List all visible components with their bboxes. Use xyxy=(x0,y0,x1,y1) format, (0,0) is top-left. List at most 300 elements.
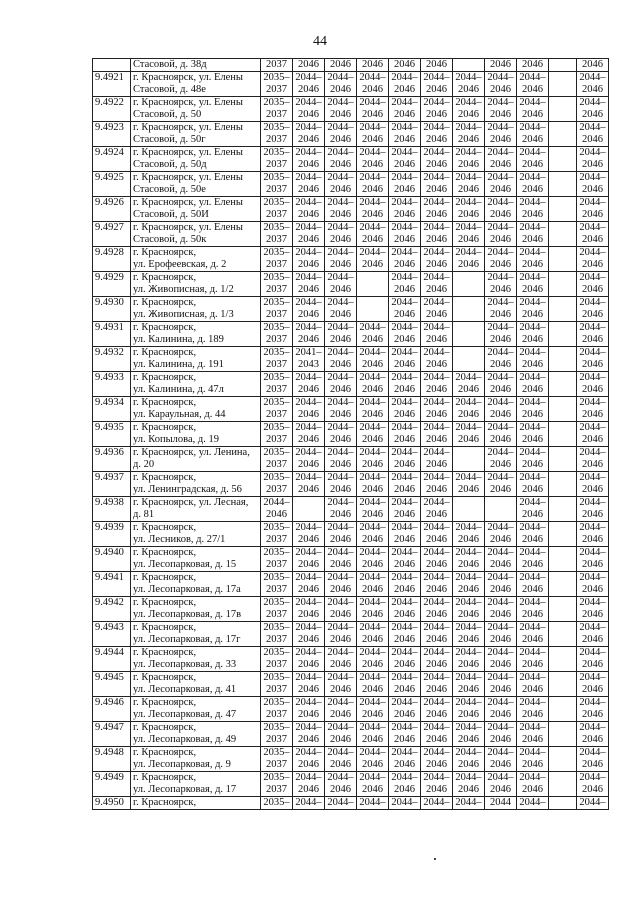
address-cell xyxy=(131,597,261,622)
year-value: 2044– xyxy=(455,622,482,633)
year-value: 2046 xyxy=(426,659,447,670)
year-value: 2046 xyxy=(426,159,447,170)
year-cell xyxy=(357,622,389,647)
year-value: 2044– xyxy=(295,322,322,333)
table-row xyxy=(93,222,609,247)
year-value: 2046 xyxy=(394,784,415,795)
address-line: г. Красноярск, ул. Елены xyxy=(133,147,243,158)
table-row xyxy=(93,522,609,547)
year-value: 2037 xyxy=(266,334,287,345)
address-line: ул. Ерофеевская, д. 2 xyxy=(133,259,227,270)
year-cell xyxy=(577,472,609,497)
year-value: 2046 xyxy=(490,534,511,545)
year-value: 2044– xyxy=(359,472,386,483)
year-value: 2044– xyxy=(391,722,418,733)
year-value: 2046 xyxy=(394,84,415,95)
year-value: 2044– xyxy=(327,347,354,358)
year-cell xyxy=(293,597,325,622)
address-line: ул. Калинина, д. 191 xyxy=(133,359,224,370)
year-cell xyxy=(357,447,389,472)
year-value: 2046 xyxy=(582,559,603,570)
year-value: 2046 xyxy=(394,609,415,620)
table-row xyxy=(93,297,609,322)
year-value: 2046 xyxy=(582,234,603,245)
year-cell xyxy=(325,597,357,622)
year-value: 2044– xyxy=(519,72,546,83)
year-value: 2046 xyxy=(362,684,383,695)
year-value: 2046 xyxy=(362,759,383,770)
year-value: 2044– xyxy=(519,472,546,483)
year-value: 2044– xyxy=(391,322,418,333)
year-value: 2046 xyxy=(266,509,287,520)
row-number: 9.4935 xyxy=(93,422,131,447)
year-value: 2046 xyxy=(582,759,603,770)
year-cell xyxy=(357,272,389,297)
year-value: 2046 xyxy=(330,759,351,770)
year-value: 2044– xyxy=(391,747,418,758)
year-value: 2046 xyxy=(582,534,603,545)
year-value: 2044– xyxy=(359,172,386,183)
year-value: 2044– xyxy=(487,722,514,733)
year-cell xyxy=(389,122,421,147)
year-cell xyxy=(325,697,357,722)
year-cell xyxy=(325,772,357,797)
year-value: 2044– xyxy=(327,497,354,508)
year-value: 2044– xyxy=(359,397,386,408)
year-value: 2046 xyxy=(426,59,447,70)
year-value xyxy=(551,184,574,196)
year-cell xyxy=(421,97,453,122)
year-value: 2046 xyxy=(522,159,543,170)
year-value: 2046 xyxy=(522,509,543,520)
year-value: 2044– xyxy=(519,397,546,408)
year-cell xyxy=(261,59,293,72)
year-value: 2046 xyxy=(522,309,543,320)
year-value: 2046 xyxy=(458,584,479,595)
year-value: 2046 xyxy=(298,584,319,595)
year-value: 2046 xyxy=(298,609,319,620)
year-value: 2046 xyxy=(522,109,543,120)
year-cell xyxy=(517,722,549,747)
year-cell xyxy=(549,97,577,122)
year-cell xyxy=(421,147,453,172)
year-value: 2046 xyxy=(362,434,383,445)
year-cell xyxy=(421,622,453,647)
year-cell xyxy=(421,197,453,222)
year-value xyxy=(455,447,482,459)
year-value: 2037 xyxy=(266,184,287,195)
year-value: 2046 xyxy=(426,434,447,445)
year-value: 2046 xyxy=(330,84,351,95)
year-cell xyxy=(453,722,485,747)
year-cell xyxy=(453,422,485,447)
year-value: 2044– xyxy=(423,147,450,158)
year-cell xyxy=(453,572,485,597)
year-value: 2035– xyxy=(263,72,290,83)
year-cell xyxy=(549,672,577,697)
year-value: 2044– xyxy=(359,322,386,333)
year-value: 2035– xyxy=(263,547,290,558)
year-value xyxy=(551,522,574,534)
address-cell xyxy=(131,372,261,397)
year-value: 2046 xyxy=(298,259,319,270)
year-value: 2044– xyxy=(295,547,322,558)
year-value: 2046 xyxy=(490,709,511,720)
year-value: 2044– xyxy=(579,572,606,583)
year-value xyxy=(551,109,574,121)
address-line: ул. Лесопарковая, д. 15 xyxy=(133,559,237,570)
year-value xyxy=(551,547,574,559)
year-cell xyxy=(549,772,577,797)
year-value xyxy=(551,472,574,484)
year-value: 2046 xyxy=(394,509,415,520)
year-cell xyxy=(261,622,293,647)
year-cell xyxy=(577,59,609,72)
year-cell xyxy=(357,97,389,122)
year-cell xyxy=(293,722,325,747)
year-value: 2046 xyxy=(522,284,543,295)
year-value: 2037 xyxy=(266,609,287,620)
table-row xyxy=(93,422,609,447)
year-value xyxy=(551,159,574,171)
row-number: 9.4939 xyxy=(93,522,131,547)
year-cell xyxy=(261,372,293,397)
year-cell xyxy=(549,72,577,97)
year-cell xyxy=(517,547,549,572)
year-cell xyxy=(421,772,453,797)
year-cell xyxy=(389,59,421,72)
year-value: 2046 xyxy=(522,709,543,720)
year-cell xyxy=(325,97,357,122)
year-value: 2044– xyxy=(295,97,322,108)
year-cell xyxy=(325,372,357,397)
address-cell xyxy=(131,247,261,272)
year-value: 2046 xyxy=(362,709,383,720)
year-cell xyxy=(577,147,609,172)
year-cell xyxy=(421,297,453,322)
year-value: 2046 xyxy=(298,209,319,220)
year-value: 2046 xyxy=(298,659,319,670)
year-value: 2046 xyxy=(394,409,415,420)
year-value: 2044– xyxy=(295,622,322,633)
year-value: 2046 xyxy=(298,634,319,645)
address-cell xyxy=(131,397,261,422)
year-cell xyxy=(357,797,389,810)
year-value: 2044– xyxy=(295,247,322,258)
year-value: 2046 xyxy=(582,359,603,370)
year-cell xyxy=(325,397,357,422)
year-cell xyxy=(389,722,421,747)
year-value: 2044– xyxy=(391,397,418,408)
year-value xyxy=(551,484,574,496)
year-value: 2046 xyxy=(426,209,447,220)
year-value: 2046 xyxy=(458,409,479,420)
year-value: 2044– xyxy=(487,672,514,683)
year-value: 2044– xyxy=(359,372,386,383)
year-value xyxy=(455,284,482,296)
year-value: 2044– xyxy=(327,172,354,183)
address-cell xyxy=(131,197,261,222)
year-value: 2046 xyxy=(362,484,383,495)
year-value: 2037 xyxy=(266,234,287,245)
year-value: 2044– xyxy=(295,197,322,208)
year-cell xyxy=(357,672,389,697)
year-cell xyxy=(517,447,549,472)
year-cell xyxy=(421,272,453,297)
row-number: 9.4932 xyxy=(93,347,131,372)
year-value: 2044– xyxy=(295,672,322,683)
year-value: 2046 xyxy=(582,384,603,395)
table-row xyxy=(93,622,609,647)
year-cell xyxy=(577,97,609,122)
year-cell xyxy=(577,422,609,447)
year-value: 2046 xyxy=(394,184,415,195)
year-value: 2044– xyxy=(579,772,606,783)
year-cell xyxy=(421,672,453,697)
year-value: 2044– xyxy=(359,572,386,583)
year-cell xyxy=(577,697,609,722)
year-value: 2035– xyxy=(263,797,290,808)
year-value: 2044– xyxy=(519,147,546,158)
year-value: 2046 xyxy=(458,159,479,170)
year-cell xyxy=(517,472,549,497)
year-value: 2044– xyxy=(579,97,606,108)
year-value xyxy=(551,72,574,84)
year-value xyxy=(551,222,574,234)
year-value: 2044 xyxy=(490,797,511,808)
year-value: 2046 xyxy=(582,784,603,795)
table-row xyxy=(93,722,609,747)
year-value xyxy=(551,734,574,746)
year-value: 2046 xyxy=(458,84,479,95)
year-value: 2046 xyxy=(522,134,543,145)
year-cell xyxy=(549,347,577,372)
year-value: 2046 xyxy=(298,84,319,95)
address-line: ул. Ленинградская, д. 56 xyxy=(133,484,242,495)
year-value: 2046 xyxy=(426,409,447,420)
year-cell xyxy=(293,522,325,547)
year-value: 2044– xyxy=(519,122,546,133)
year-value: 2044– xyxy=(423,547,450,558)
year-value: 2046 xyxy=(394,134,415,145)
year-value: 2037 xyxy=(266,559,287,570)
year-value: 2044– xyxy=(423,672,450,683)
year-value: 2044– xyxy=(487,97,514,108)
year-value: 2046 xyxy=(458,634,479,645)
year-value: 2044– xyxy=(327,422,354,433)
year-value xyxy=(551,147,574,159)
year-value: 2044– xyxy=(579,522,606,533)
year-value: 2044– xyxy=(327,222,354,233)
year-cell xyxy=(485,447,517,472)
year-value: 2044– xyxy=(327,697,354,708)
year-value: 2046 xyxy=(458,384,479,395)
year-value: 2046 xyxy=(582,109,603,120)
year-value: 2044– xyxy=(423,422,450,433)
year-value xyxy=(551,659,574,671)
year-value: 2046 xyxy=(362,734,383,745)
year-value: 2044– xyxy=(359,447,386,458)
year-cell xyxy=(453,72,485,97)
address-line: г. Красноярск, xyxy=(133,572,197,583)
row-number: 9.4931 xyxy=(93,322,131,347)
address-line: Стасовой, д. 48е xyxy=(133,84,206,95)
year-cell xyxy=(389,697,421,722)
address-line: Стасовой, д. 50 xyxy=(133,109,202,120)
year-value: 2044– xyxy=(519,597,546,608)
year-value: 2046 xyxy=(490,359,511,370)
year-value: 2046 xyxy=(458,484,479,495)
year-cell xyxy=(325,747,357,772)
table-row xyxy=(93,97,609,122)
year-value: 2044– xyxy=(295,747,322,758)
year-value xyxy=(359,284,386,296)
year-cell xyxy=(357,697,389,722)
address-cell xyxy=(131,447,261,472)
year-value: 2046 xyxy=(522,59,543,70)
year-value: 2044– xyxy=(391,472,418,483)
year-value: 2046 xyxy=(582,459,603,470)
year-value: 2044– xyxy=(423,197,450,208)
year-cell xyxy=(293,647,325,672)
year-cell xyxy=(261,447,293,472)
year-value: 2035– xyxy=(263,247,290,258)
year-value: 2044– xyxy=(359,597,386,608)
year-cell xyxy=(325,347,357,372)
year-value: 2046 xyxy=(426,509,447,520)
year-value: 2046 xyxy=(298,459,319,470)
year-value: 2046 xyxy=(298,759,319,770)
year-cell xyxy=(517,647,549,672)
address-line: Стасовой, д. 50г xyxy=(133,134,206,145)
year-value: 2044– xyxy=(579,497,606,508)
year-cell xyxy=(421,447,453,472)
year-value: 2044– xyxy=(487,372,514,383)
year-cell xyxy=(389,172,421,197)
address-line: г. Красноярск, xyxy=(133,772,197,783)
year-value xyxy=(551,334,574,346)
year-value: 2044– xyxy=(519,97,546,108)
year-cell xyxy=(389,672,421,697)
year-value: 2044– xyxy=(295,572,322,583)
year-value: 2046 xyxy=(298,184,319,195)
row-number: 9.4926 xyxy=(93,197,131,222)
year-value: 2037 xyxy=(266,84,287,95)
year-cell xyxy=(453,597,485,622)
year-value: 2046 xyxy=(394,334,415,345)
year-cell xyxy=(389,322,421,347)
year-value: 2044– xyxy=(455,697,482,708)
row-number: 9.4927 xyxy=(93,222,131,247)
year-value xyxy=(551,609,574,621)
year-value: 2044– xyxy=(391,622,418,633)
year-value: 2046 xyxy=(458,659,479,670)
address-line: ул. Караульная, д. 44 xyxy=(133,409,226,420)
year-cell xyxy=(293,547,325,572)
year-value: 2044– xyxy=(579,172,606,183)
year-value xyxy=(551,134,574,146)
year-value: 2046 xyxy=(426,459,447,470)
year-value: 2046 xyxy=(426,134,447,145)
year-value: 2044– xyxy=(423,522,450,533)
year-value: 2046 xyxy=(490,284,511,295)
year-cell xyxy=(485,59,517,72)
year-cell xyxy=(577,572,609,597)
year-value: 2046 xyxy=(582,184,603,195)
year-cell xyxy=(421,172,453,197)
year-value: 2046 xyxy=(522,409,543,420)
year-value: 2046 xyxy=(582,134,603,145)
table-row xyxy=(93,547,609,572)
year-cell xyxy=(453,172,485,197)
year-value: 2044– xyxy=(359,122,386,133)
year-value xyxy=(551,634,574,646)
year-cell xyxy=(577,297,609,322)
year-value: 2046 xyxy=(582,509,603,520)
year-cell xyxy=(453,672,485,697)
year-cell xyxy=(549,247,577,272)
year-value: 2044– xyxy=(487,597,514,608)
year-value: 2044– xyxy=(295,422,322,433)
year-cell xyxy=(357,397,389,422)
year-value xyxy=(551,534,574,546)
address-line: д. 20 xyxy=(133,459,155,470)
year-value: 2046 xyxy=(426,609,447,620)
year-cell xyxy=(549,572,577,597)
year-cell xyxy=(549,747,577,772)
year-cell xyxy=(577,747,609,772)
year-value: 2046 xyxy=(490,59,511,70)
year-value: 2046 xyxy=(582,209,603,220)
year-value: 2044– xyxy=(295,647,322,658)
year-value: 2046 xyxy=(330,359,351,370)
year-cell xyxy=(517,697,549,722)
year-value: 2044– xyxy=(579,472,606,483)
year-cell xyxy=(389,772,421,797)
year-value: 2037 xyxy=(266,634,287,645)
table-row xyxy=(93,172,609,197)
year-cell xyxy=(453,472,485,497)
year-value: 2046 xyxy=(330,159,351,170)
year-value: 2046 xyxy=(394,734,415,745)
year-value: 2046 xyxy=(490,659,511,670)
year-value: 2037 xyxy=(266,109,287,120)
year-cell xyxy=(389,647,421,672)
year-value: 2044– xyxy=(391,347,418,358)
year-value xyxy=(455,347,482,359)
year-cell xyxy=(389,72,421,97)
year-cell xyxy=(517,97,549,122)
address-line: ул. Живописная, д. 1/2 xyxy=(133,284,234,295)
year-value: 2046 xyxy=(394,559,415,570)
year-cell xyxy=(357,247,389,272)
year-value xyxy=(551,347,574,359)
year-value: 2037 xyxy=(266,59,287,70)
year-value: 2046 xyxy=(394,384,415,395)
year-value xyxy=(295,509,322,521)
year-value xyxy=(551,747,574,759)
address-cell xyxy=(131,347,261,372)
year-value xyxy=(551,559,574,571)
year-value xyxy=(551,359,574,371)
year-value: 2044– xyxy=(391,672,418,683)
year-value: 2046 xyxy=(330,709,351,720)
row-number: 9.4921 xyxy=(93,72,131,97)
year-cell xyxy=(357,422,389,447)
year-value: 2044– xyxy=(455,147,482,158)
year-value: 2037 xyxy=(266,684,287,695)
year-value: 2044– xyxy=(579,272,606,283)
